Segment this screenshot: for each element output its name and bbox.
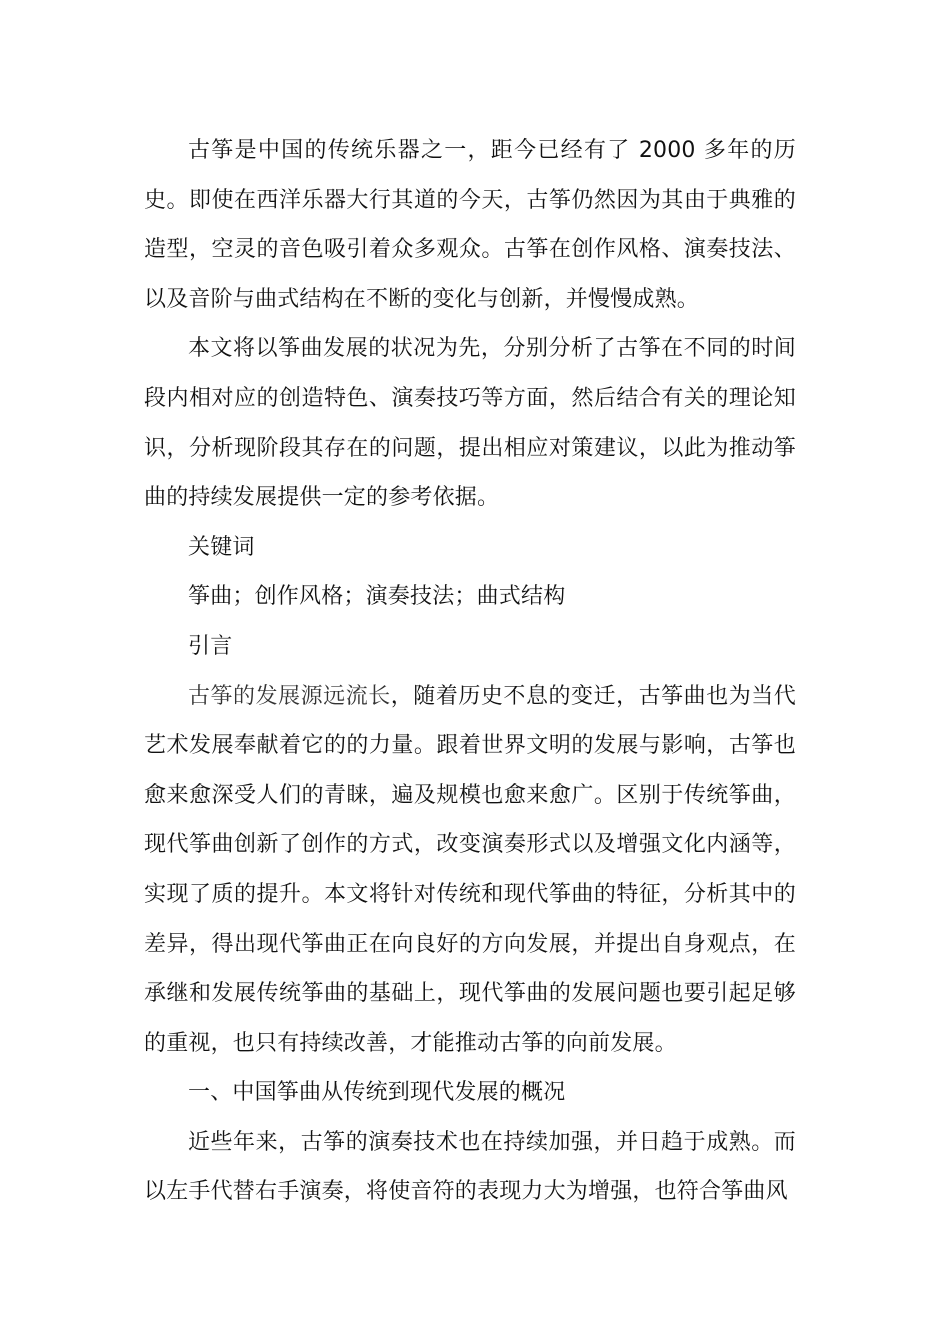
intro-paragraph bbox=[144, 672, 796, 1069]
intro-lead-text: 古筝的发展源远流长 bbox=[188, 683, 391, 709]
document-body bbox=[144, 126, 796, 1217]
intro-heading: 引言 bbox=[188, 633, 233, 659]
abstract-paragraph-1: 古筝是中国的传统乐器之一，距今已经有了 2000 多年的历史。即使在西洋乐器大行其道的今天，古筝仍然因为其由于典雅的造型，空灵的音色吸引着众多观众。古筝在创作风格、演奏技法、以及音阶与曲式结构在不断的变化与创新，并慢慢成熟。 bbox=[144, 138, 796, 312]
abstract-paragraph-2: 本文将以筝曲发展的状况为先，分别分析了古筝在不同的时间段内相对应的创造特色、演奏技巧等方面，然后结合有关的理论知识，分析现阶段其存在的问题，提出相应对策建议，以此为推动筝曲的持续发展提供一定的参考依据。 bbox=[144, 336, 796, 511]
section-1-heading: 一、中国筝曲从传统到现代发展的概况 bbox=[188, 1080, 566, 1106]
section-1-paragraph: 近些年来，古筝的演奏技术也在持续加强，并日趋于成熟。而以左手代替右手演奏，将使音符的表现力大为增强，也符合筝曲风 bbox=[144, 1129, 796, 1205]
keywords-list: 筝曲；创作风格；演奏技法；曲式结构 bbox=[188, 584, 566, 610]
keywords-heading: 关键词 bbox=[188, 534, 255, 560]
intro-body-text: ，随着历史不息的变迁，古筝曲也为当代艺术发展奉献着它的的力量。跟着世界文明的发展与影响，古筝也愈来愈深受人们的青睐，遍及规模也愈来愈广。区别于传统筝曲，现代筝曲创新了创作的方式，改变演奏形式以及增强文化内涵等，实现了质的提升。本文将针对传统和现代筝曲的特征，分析其中的差异，得出现代筝曲正在向良好的方向发展，并提出自身观点，在承继和发展传统筝曲的基础上，现代筝曲的发展问题也要引起足够的重视，也只有持续改善，才能推动古筝的向前发展。 bbox=[144, 683, 796, 1056]
